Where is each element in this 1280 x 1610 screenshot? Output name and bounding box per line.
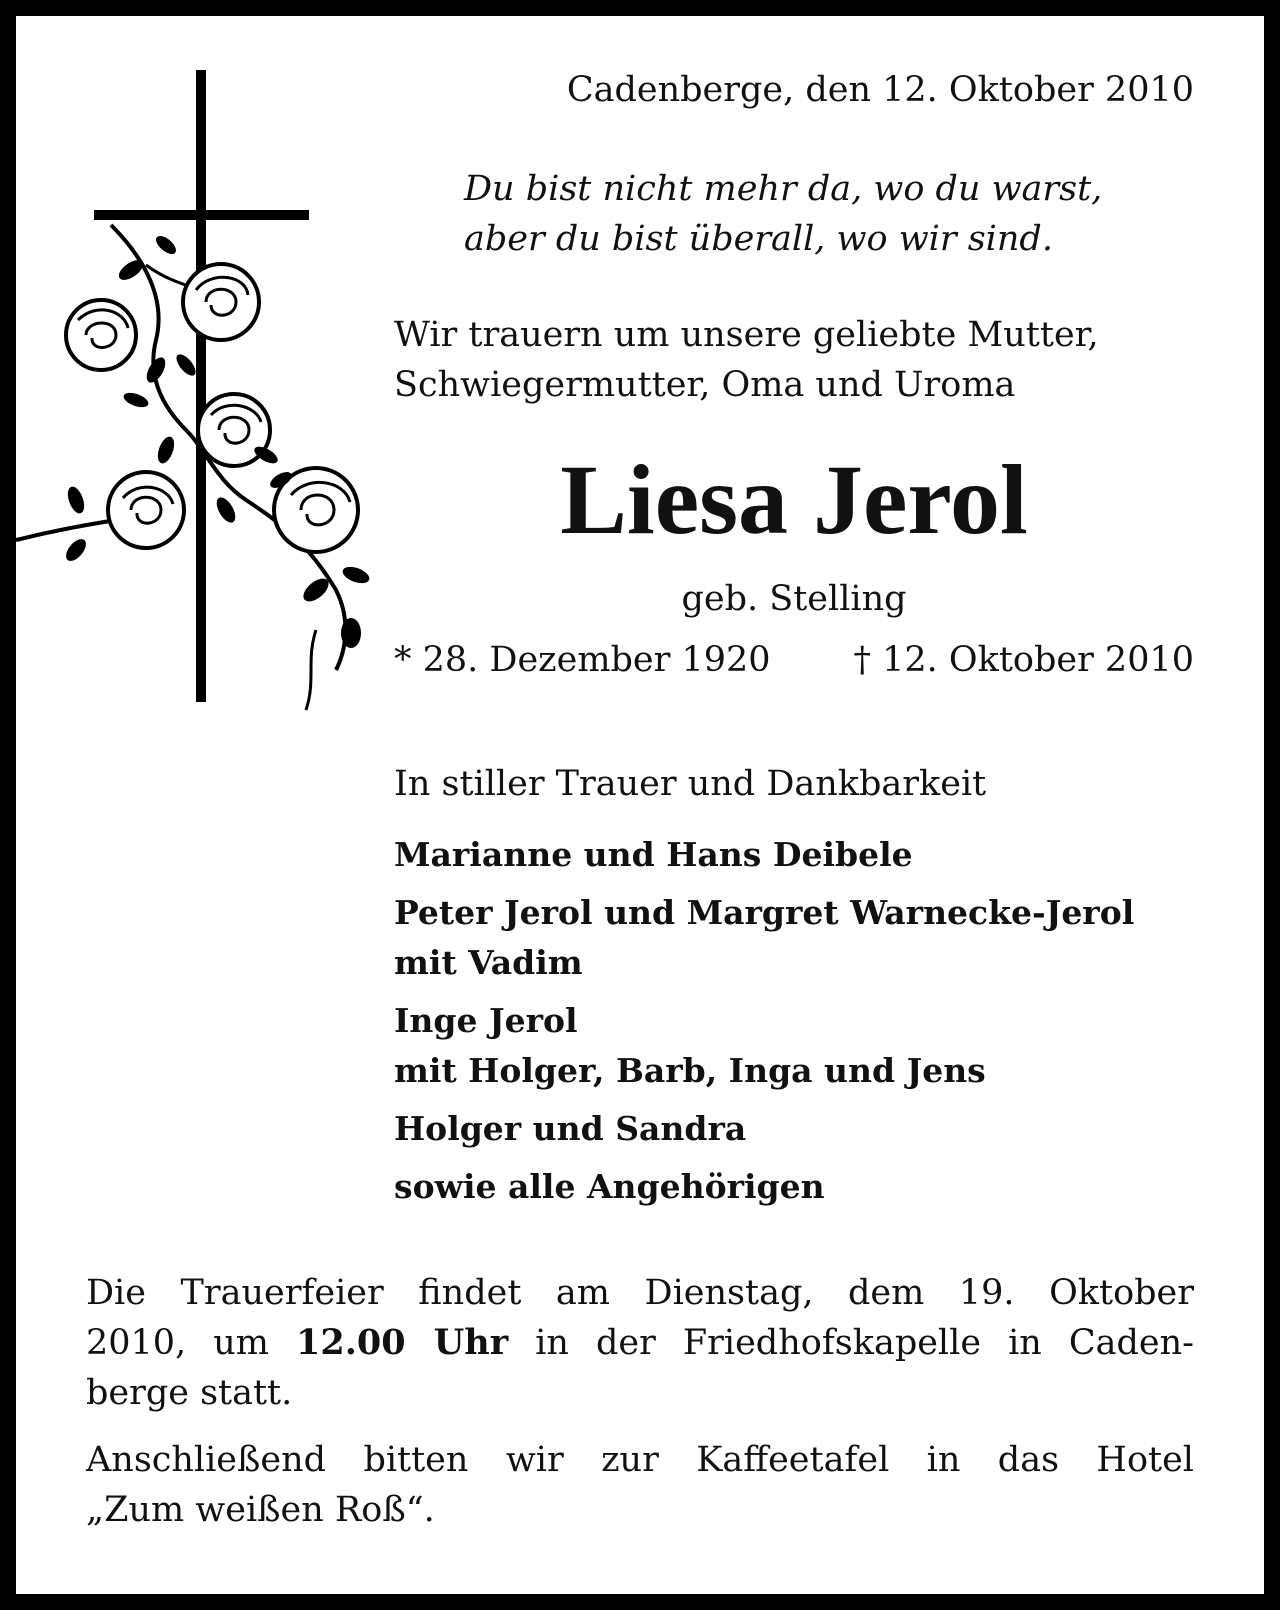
family-line: mit Holger, Barb, Inga und Jens [394,1051,986,1090]
family-line: Inge Jerol [394,1001,578,1040]
intro-line-2: Schwiegermutter, Oma und Uroma [394,365,1016,405]
mourning-intro: In stiller Trauer und Dankbarkeit [394,764,987,804]
family-line: mit Vadim [394,943,583,982]
family-line: sowie alle Angehörigen [394,1167,825,1206]
reception-line-1: Anschließend bitten wir zur Kaffeetafel in das Hotel [86,1440,1194,1480]
maiden-name: geb. Stelling [681,579,907,619]
ceremony-line-2 [86,1318,1194,1368]
birth-date: * 28. Dezember 1920 [394,640,771,680]
verse-line-1: Du bist nicht mehr da, wo du warst, [464,169,1103,209]
cross-with-roses-icon [16,70,396,720]
place-date: Cadenberge, den 12. Oktober 2010 [566,70,1194,110]
life-dates [394,636,1194,684]
verse [464,164,1194,264]
family-line: Peter Jerol und Margret Warnecke-Jerol [394,893,1135,932]
family-list [394,830,1134,1212]
ceremony-info [86,1268,1194,1418]
death-date: † 12. Oktober 2010 [853,640,1194,680]
family-line: Marianne und Hans Deibele [394,835,913,874]
intro-line-1: Wir trauern um unsere geliebte Mutter, [394,315,1099,355]
intro-text [394,310,1099,410]
family-line: Holger und Sandra [394,1109,747,1148]
ceremony-time: 12.00 Uhr [296,1322,509,1363]
ceremony-line-3: berge statt. [86,1373,293,1413]
ceremony-text: 2010, um [86,1323,297,1363]
reception-line-2: „Zum weißen Roß“. [86,1490,435,1530]
verse-line-2: aber du bist überall, wo wir sind. [464,219,1053,259]
deceased-name: Liesa Jerol [560,444,1028,555]
ceremony-line-1: Die Trauerfeier findet am Dienstag, dem 19. Oktober [86,1273,1194,1313]
ceremony-text: in der Friedhofskapelle in Caden- [508,1323,1194,1363]
reception-info [86,1435,1194,1535]
